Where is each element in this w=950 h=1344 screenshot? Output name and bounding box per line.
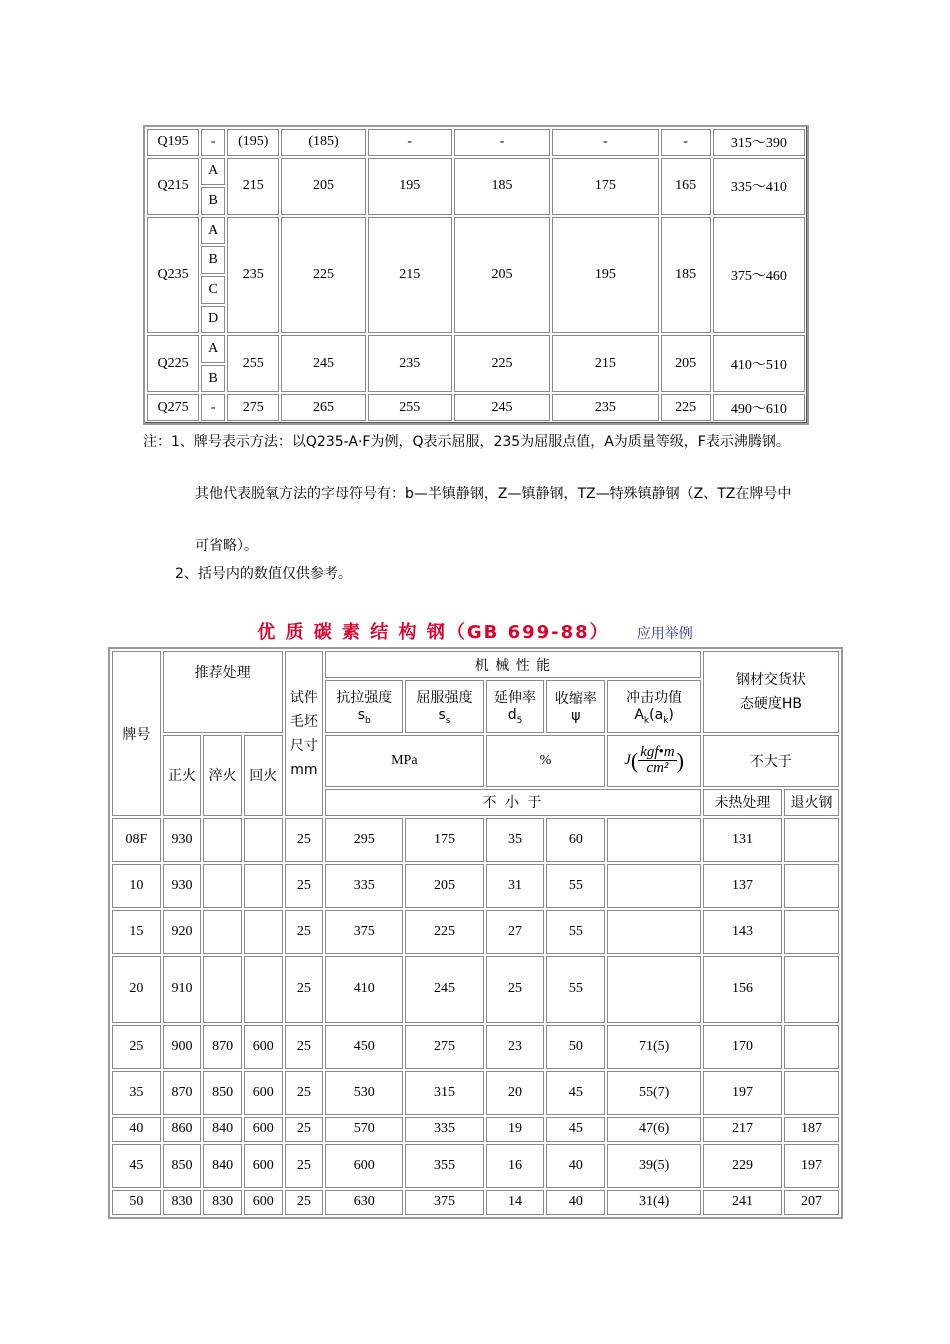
value-cell: 215: [227, 158, 279, 215]
section-title: [0, 618, 950, 644]
table-row: [112, 818, 839, 862]
value-cell: 530: [325, 1071, 403, 1115]
quality-carbon-steel-table: [108, 647, 843, 1219]
value-cell: 600: [244, 1144, 283, 1188]
value-cell: 215: [552, 335, 658, 392]
value-cell: 255: [227, 335, 279, 392]
value-cell: 16: [486, 1144, 545, 1188]
value-cell: 830: [163, 1190, 202, 1215]
value-cell: 19: [486, 1117, 545, 1142]
value-cell: 265: [281, 394, 365, 421]
value-cell: 156: [703, 956, 782, 1023]
value-cell: 450: [325, 1025, 403, 1069]
value-cell: 235: [368, 335, 452, 392]
header-tempering: 回火: [244, 735, 283, 817]
value-cell: 205: [405, 864, 483, 908]
value-cell: 225: [405, 910, 483, 954]
unit-mpa: MPa: [325, 735, 483, 787]
table-row: [112, 1144, 839, 1188]
value-cell: 55: [546, 956, 605, 1023]
value-cell: 375: [405, 1190, 483, 1215]
value-cell: 410～510: [713, 335, 805, 392]
table-row: [147, 129, 805, 156]
value-cell: -: [454, 129, 550, 156]
value-cell: 840: [203, 1144, 242, 1188]
value-cell: 25: [285, 1117, 324, 1142]
value-cell: [607, 956, 700, 1023]
value-cell: [784, 956, 839, 1023]
value-cell: 31(4): [607, 1190, 700, 1215]
table-row: [112, 1025, 839, 1069]
header-annealed: 退火钢: [784, 789, 839, 816]
value-cell: 25: [285, 910, 324, 954]
grade-cell: Q225: [147, 335, 199, 392]
table-row: [147, 394, 805, 421]
value-cell: 229: [703, 1144, 782, 1188]
value-cell: 187: [784, 1117, 839, 1142]
value-cell: 47(6): [607, 1117, 700, 1142]
quality-class-cell: A: [201, 217, 225, 245]
value-cell: 60: [546, 818, 605, 862]
value-cell: 245: [454, 394, 550, 421]
value-cell: 217: [703, 1117, 782, 1142]
grade-cell: 20: [112, 956, 161, 1023]
value-cell: [607, 910, 700, 954]
value-cell: 920: [163, 910, 202, 954]
value-cell: 600: [244, 1190, 283, 1215]
table-row: [112, 1117, 839, 1142]
header-reduction-of-area: 收缩率 ψ: [546, 680, 605, 732]
quality-class-cell: B: [201, 365, 225, 393]
value-cell: 205: [281, 158, 365, 215]
grade-cell: Q235: [147, 217, 199, 333]
header-tensile-strength: 抗拉强度 $s_b$: [325, 680, 403, 732]
value-cell: 315: [405, 1071, 483, 1115]
value-cell: 207: [784, 1190, 839, 1215]
value-cell: 275: [227, 394, 279, 421]
value-cell: [244, 864, 283, 908]
value-cell: 35: [486, 818, 545, 862]
quality-class-cell: -: [201, 394, 225, 421]
value-cell: 165: [661, 158, 711, 215]
value-cell: 355: [405, 1144, 483, 1188]
table-row: [112, 864, 839, 908]
grade-cell: Q195: [147, 129, 199, 156]
header-elongation: 延伸率 $d_5$: [486, 680, 545, 732]
value-cell: 197: [703, 1071, 782, 1115]
value-cell: 39(5): [607, 1144, 700, 1188]
table-row: [147, 335, 805, 363]
value-cell: 335: [405, 1117, 483, 1142]
value-cell: 235: [552, 394, 658, 421]
value-cell: 910: [163, 956, 202, 1023]
table-row: [112, 1071, 839, 1115]
value-cell: 840: [203, 1117, 242, 1142]
value-cell: 27: [486, 910, 545, 954]
value-cell: 45: [546, 1117, 605, 1142]
value-cell: 275: [405, 1025, 483, 1069]
value-cell: 143: [703, 910, 782, 954]
note-1-end: 可省略）。: [195, 538, 258, 554]
grade-cell: 40: [112, 1117, 161, 1142]
unit-not-more-than: 不大于: [703, 735, 839, 787]
unit-not-less-than: 不 小 于: [325, 789, 701, 816]
note-2: 2、括号内的数值仅供参考。: [175, 566, 352, 582]
quality-class-cell: B: [201, 246, 225, 274]
value-cell: 335: [325, 864, 403, 908]
grade-cell: 45: [112, 1144, 161, 1188]
value-cell: 600: [244, 1025, 283, 1069]
value-cell: 850: [163, 1144, 202, 1188]
quality-carbon-steel-title: 优 质 碳 素 结 构 钢（GB 699-88）: [257, 622, 610, 643]
value-cell: 25: [285, 1025, 324, 1069]
note-1-cont: 其他代表脱氧方法的字母符号有：b—半镇静钢，Z—镇静钢，TZ—特殊镇静钢（Z、TZ在牌号中: [195, 486, 792, 502]
value-cell: 830: [203, 1190, 242, 1215]
value-cell: [203, 818, 242, 862]
header-delivery-hardness: 钢材交货状态硬度HB: [703, 651, 839, 733]
table-row: [147, 158, 805, 186]
value-cell: 131: [703, 818, 782, 862]
value-cell: 335～410: [713, 158, 805, 215]
value-cell: 175: [405, 818, 483, 862]
value-cell: 205: [454, 217, 550, 333]
value-cell: [607, 818, 700, 862]
carbon-steel-yield-table: [143, 125, 809, 425]
value-cell: 375: [325, 910, 403, 954]
value-cell: 225: [281, 217, 365, 333]
value-cell: 55: [546, 864, 605, 908]
value-cell: 50: [546, 1025, 605, 1069]
header-grade: 牌号: [112, 651, 161, 816]
value-cell: 40: [546, 1144, 605, 1188]
value-cell: 295: [325, 818, 403, 862]
value-cell: 25: [285, 864, 324, 908]
value-cell: 205: [661, 335, 711, 392]
value-cell: 870: [203, 1025, 242, 1069]
value-cell: [203, 864, 242, 908]
grade-cell: 50: [112, 1190, 161, 1215]
value-cell: 900: [163, 1025, 202, 1069]
value-cell: (195): [227, 129, 279, 156]
value-cell: 175: [552, 158, 658, 215]
value-cell: 195: [552, 217, 658, 333]
value-cell: [203, 956, 242, 1023]
value-cell: 860: [163, 1117, 202, 1142]
value-cell: 245: [405, 956, 483, 1023]
value-cell: 55: [546, 910, 605, 954]
value-cell: 225: [661, 394, 711, 421]
value-cell: 235: [227, 217, 279, 333]
value-cell: 25: [285, 818, 324, 862]
grade-cell: Q275: [147, 394, 199, 421]
table-row: [147, 217, 805, 245]
value-cell: 600: [244, 1117, 283, 1142]
value-cell: 55(7): [607, 1071, 700, 1115]
value-cell: 195: [368, 158, 452, 215]
unit-percent: %: [486, 735, 606, 787]
value-cell: 197: [784, 1144, 839, 1188]
table-row: [112, 1190, 839, 1215]
value-cell: 40: [546, 1190, 605, 1215]
value-cell: 215: [368, 217, 452, 333]
grade-cell: Q215: [147, 158, 199, 215]
grade-cell: 15: [112, 910, 161, 954]
quality-class-cell: -: [201, 129, 225, 156]
header-mechanical-properties: 机 械 性 能: [325, 651, 701, 678]
value-cell: 375～460: [713, 217, 805, 333]
table-row: [112, 956, 839, 1023]
value-cell: 25: [486, 956, 545, 1023]
value-cell: [784, 818, 839, 862]
value-cell: 185: [661, 217, 711, 333]
value-cell: [784, 1071, 839, 1115]
header-yield-strength: 屈服强度 $s_s$: [405, 680, 483, 732]
value-cell: (185): [281, 129, 365, 156]
value-cell: 930: [163, 818, 202, 862]
value-cell: 241: [703, 1190, 782, 1215]
application-examples-link[interactable]: 应用举例: [636, 626, 693, 642]
value-cell: 185: [454, 158, 550, 215]
value-cell: 930: [163, 864, 202, 908]
value-cell: [244, 818, 283, 862]
value-cell: [244, 910, 283, 954]
value-cell: 25: [285, 1190, 324, 1215]
value-cell: 600: [244, 1071, 283, 1115]
quality-class-cell: D: [201, 306, 225, 334]
value-cell: 25: [285, 1144, 324, 1188]
quality-class-cell: C: [201, 276, 225, 304]
value-cell: [607, 864, 700, 908]
value-cell: -: [552, 129, 658, 156]
value-cell: 850: [203, 1071, 242, 1115]
value-cell: 137: [703, 864, 782, 908]
value-cell: 630: [325, 1190, 403, 1215]
value-cell: 245: [281, 335, 365, 392]
value-cell: 225: [454, 335, 550, 392]
value-cell: 31: [486, 864, 545, 908]
unit-impact: [607, 735, 700, 787]
value-cell: 71(5): [607, 1025, 700, 1069]
value-cell: 23: [486, 1025, 545, 1069]
grade-cell: 35: [112, 1071, 161, 1115]
value-cell: 45: [546, 1071, 605, 1115]
note-1: 注：1、牌号表示方法：以Q235-A·F为例，Q表示屈服，235为屈服点值，A为质量等级，F表示沸腾钢。: [143, 434, 790, 450]
header-impact-energy: 冲击功值 $A_k(a_k)$: [607, 680, 700, 732]
table-row: [112, 910, 839, 954]
value-cell: [784, 910, 839, 954]
header-quenching: 淬火: [203, 735, 242, 817]
value-cell: [784, 1025, 839, 1069]
grade-cell: 25: [112, 1025, 161, 1069]
header-untreated: 未热处理: [703, 789, 782, 816]
value-cell: [203, 910, 242, 954]
quality-class-cell: A: [201, 335, 225, 363]
header-normalizing: 正火: [163, 735, 202, 817]
value-cell: 315～390: [713, 129, 805, 156]
impact-unit-formula: J ( kgf•m cm² ): [624, 744, 684, 777]
value-cell: 14: [486, 1190, 545, 1215]
value-cell: 25: [285, 956, 324, 1023]
header-specimen-size: 试件毛坯尺寸mm: [285, 651, 324, 816]
value-cell: [784, 864, 839, 908]
value-cell: 490～610: [713, 394, 805, 421]
value-cell: 25: [285, 1071, 324, 1115]
value-cell: 255: [368, 394, 452, 421]
value-cell: 600: [325, 1144, 403, 1188]
value-cell: [244, 956, 283, 1023]
quality-class-cell: B: [201, 187, 225, 215]
value-cell: -: [661, 129, 711, 156]
value-cell: 20: [486, 1071, 545, 1115]
value-cell: -: [368, 129, 452, 156]
grade-cell: 10: [112, 864, 161, 908]
value-cell: 570: [325, 1117, 403, 1142]
value-cell: 410: [325, 956, 403, 1023]
quality-class-cell: A: [201, 158, 225, 186]
grade-cell: 08F: [112, 818, 161, 862]
value-cell: 170: [703, 1025, 782, 1069]
value-cell: 870: [163, 1071, 202, 1115]
header-recommended-treatment: 推荐处理: [163, 651, 283, 733]
